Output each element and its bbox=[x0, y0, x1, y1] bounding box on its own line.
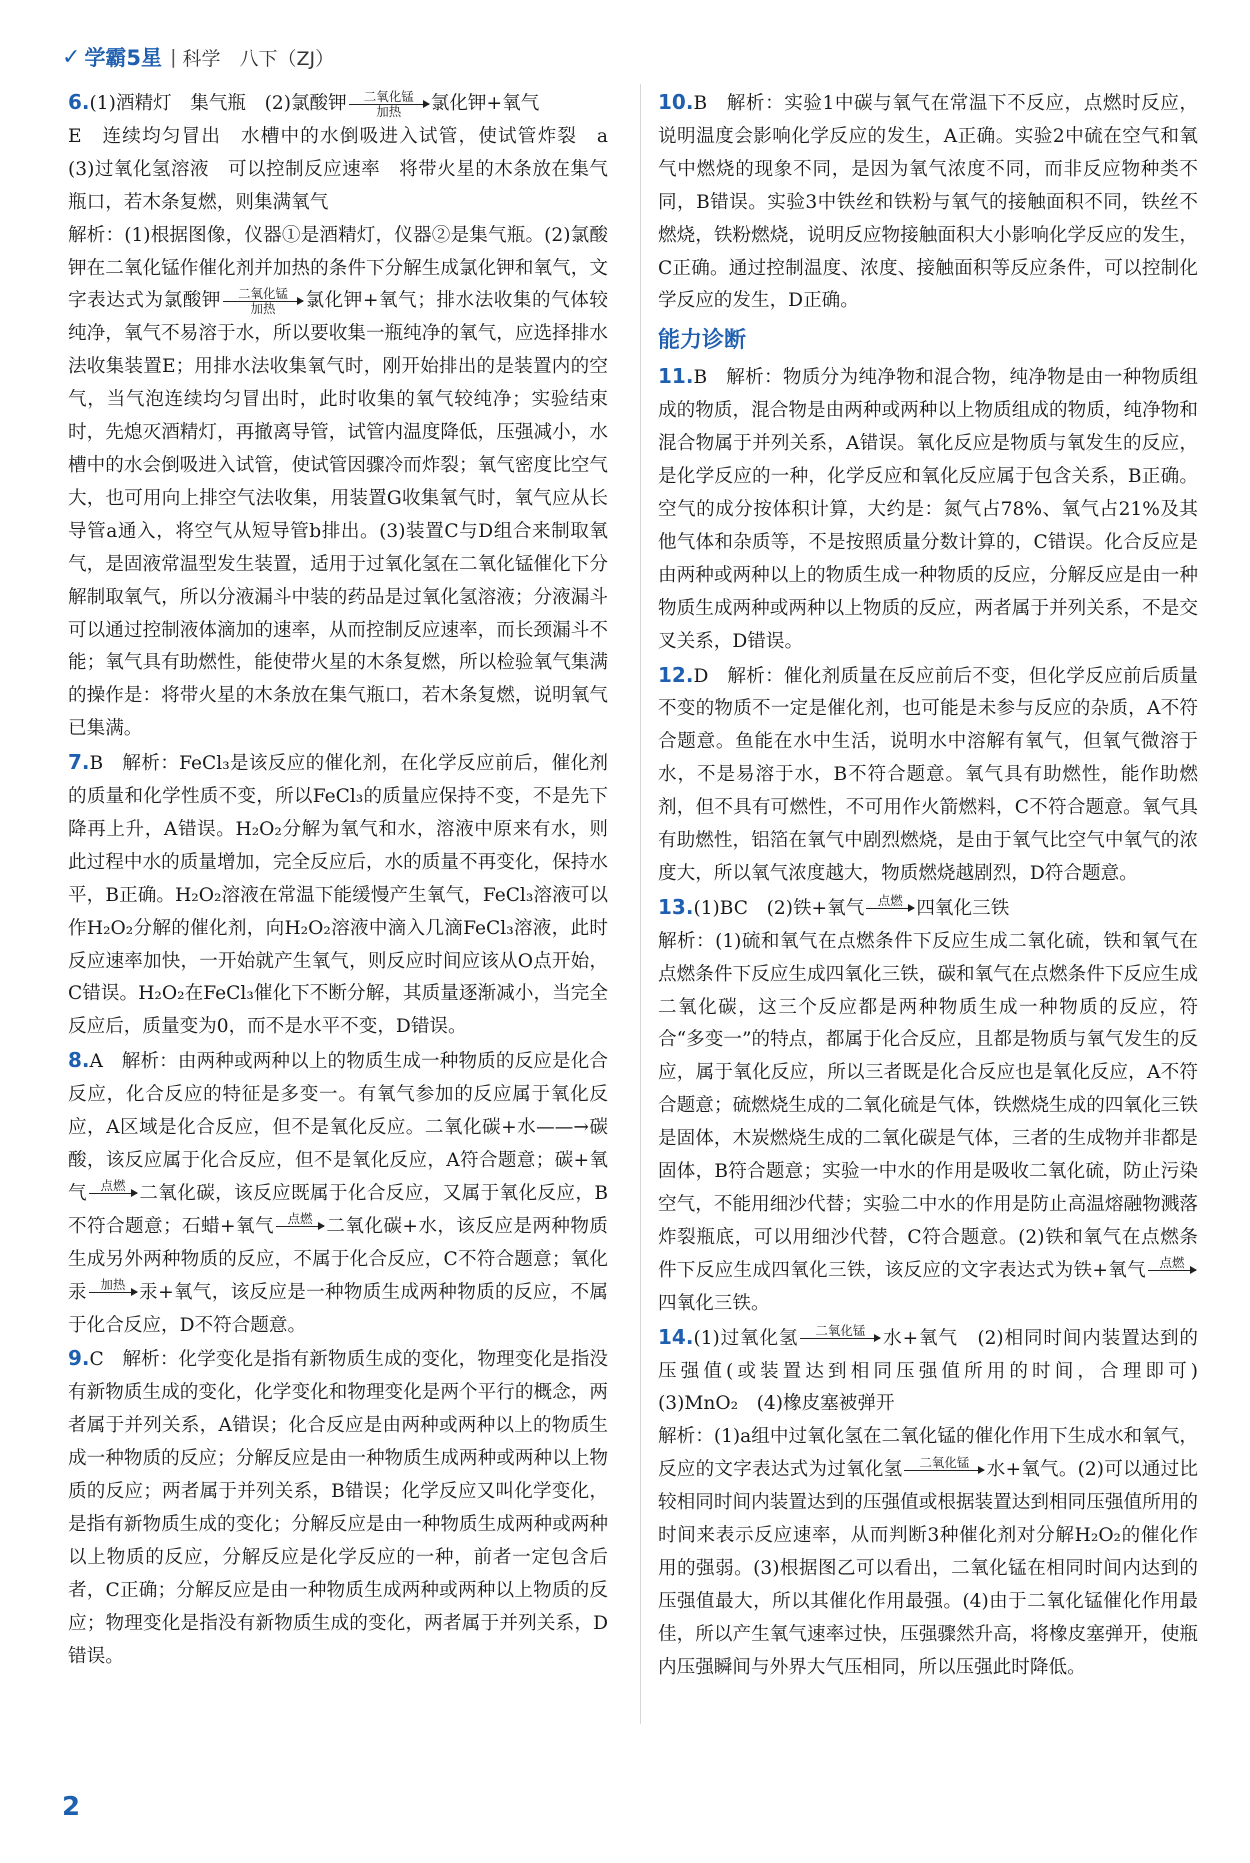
arrow-condition-top: 点燃 bbox=[100, 1178, 126, 1194]
answer-14-text-1: (1)过氧化氢 bbox=[693, 1327, 799, 1349]
reaction-arrow bbox=[276, 1212, 324, 1241]
arrow-condition-top: 二氧化锰 bbox=[815, 1323, 866, 1339]
reaction-arrow bbox=[89, 1179, 137, 1208]
answer-12-text: D 解析：催化剂质量在反应前后不变，但化学反应前后质量不变的物质不一定是催化剂，也可能是未参与反应的杂质，A不符合题意。鱼能在水中生活，说明水中溶解有氧气，但氧气微溶于水，不是易溶于水，B不符合题意。氧气具有助燃性，能作助燃剂，但不具有可燃性，不可用作火箭燃料，C不符合题意。氧气具有助燃性，铝箔在氧气中剧烈燃烧，是由于氧气比空气中氧气的浓度大，所以氧气浓度越大，物质燃烧越剧烈，D符合题意。 bbox=[658, 665, 1198, 884]
answer-14-analysis-cont: 水+氧气。(2)可以通过比较相同时间内装置达到的压强值或根据装置达到相同压强值所用的时间来表示反应速率，从而判断3种催化剂对分解H₂O₂的催化作用的强弱。(3)根据图乙可以看出，二氧化锰在相同时间内达到的压强值最大，所以其催化作用最强。(4)由于二氧化锰催化作用最佳，所以产生氧气速率过快，压强骤然升高，将橡皮塞弹开，使瓶内压强瞬间与外界大气压相同，所以压强此时降低。 bbox=[658, 1459, 1198, 1678]
page-number: 2 bbox=[62, 1792, 81, 1822]
arrow-condition-top: 点燃 bbox=[287, 1211, 313, 1227]
answer-8-text-3: 二氧化碳+水，该反应是两种物质生成另外两种物质的反应，不属于化合反应，C不符合题意；氧化汞 bbox=[68, 1215, 608, 1303]
header-separator: | bbox=[170, 46, 177, 68]
left-column bbox=[68, 86, 627, 1674]
answer-11-number: 11. bbox=[658, 364, 694, 389]
answer-11-text: B 解析：物质分为纯净物和混合物，纯净物是由一种物质组成的物质，混合物是由两种或两种以上物质组成的物质，纯净物和混合物属于并列关系，A错误。氧化反应是物质与氧发生的反应，是化学反应的一种，化学反应和氧化反应属于包含关系，B正确。空气的成分按体积计算，大约是：氮气占78%、氧气占21%及其他气体和杂质等，不是按照质量分数计算的，C错误。化合反应是由两种或两种以上的物质生成一种物质的反应，分解反应是由一种物质生成两种或两种以上物质的反应，两者属于并列关系，不是交叉关系，D错误。 bbox=[658, 367, 1198, 652]
answer-13-analysis: 解析：(1)硫和氧气在点燃条件下反应生成二氧化硫，铁和氧气在点燃条件下反应生成四氧化三铁，碳和氧气在点燃条件下反应生成二氧化碳，这三个反应都是两种物质生成一种物质的反应，符合“多变一”的特点，都属于化合反应，且都是物质与氧气发生的反应，属于氧化反应，所以三者既是化合反应也是氧化反应，A不符合题意；硫燃烧生成的二氧化硫是气体，铁燃烧生成的四氧化三铁是固体，木炭燃烧生成的二氧化碳是气体，三者的生成物并非都是固体，B符合题意；实验一中水的作用是吸收二氧化硫，防止污染空气，不能用细沙代替；实验二中水的作用是防止高温熔融物溅落炸裂瓶底，可以用细沙代替，C符合题意。(2)铁和氧气在点燃条件下反应生成四氧化三铁，该反应的文字表达式为铁+氧气 bbox=[658, 930, 1198, 1281]
answer-12-number: 12. bbox=[658, 662, 694, 687]
arrow-condition-top: 二氧化锰 bbox=[363, 88, 414, 104]
reaction-arrow bbox=[89, 1278, 137, 1307]
answer-14-number: 14. bbox=[658, 1324, 694, 1349]
answer-9-text: C 解析：化学变化是指有新物质生成的变化，物理变化是指没有新物质生成的变化，化学变化和物理变化是两个平行的概念，两者属于并列关系，A错误；化合反应是由两种或两种以上的物质生成一种物质的反应；分解反应是由一种物质生成两种或两种以上物质的反应；两者属于并列关系，B错误；化学反应又叫化学变化，是指有新物质生成的变化；分解反应是由一种物质生成两种或两种以上物质的反应，分解反应是化学反应的一种，前者一定包含后者，C正确；分解反应是由一种物质生成两种或两种以上物质的反应；物理变化是指没有新物质生成的变化，两者属于并列关系，D错误。 bbox=[68, 1349, 608, 1667]
reaction-arrow bbox=[223, 287, 303, 316]
answer-8 bbox=[68, 1044, 608, 1342]
arrow-condition-top: 二氧化锰 bbox=[919, 1454, 970, 1470]
arrow-condition-top: 点燃 bbox=[1159, 1255, 1185, 1271]
answer-13-text-1: (1)BC (2)铁+氧气 bbox=[693, 897, 865, 919]
subject-label: 科学 八下（ZJ） bbox=[182, 47, 335, 70]
reaction-arrow bbox=[1148, 1256, 1196, 1285]
answer-7-text: B 解析：FeCl₃是该反应的催化剂，在化学反应前后，催化剂的质量和化学性质不变，所以FeCl₃的质量应保持不变，不是先下降再上升，A错误。H₂O₂分解为氧气和水，溶液中原来有水，则此过程中水的质量增加，完全反应后，水的质量不再变化，保持水平，B正确。H₂O₂溶液在常温下能缓慢产生氧气，FeCl₃溶液可以作H₂O₂分解的催化剂，向H₂O₂溶液中滴入几滴FeCl₃溶液，此时反应速率加快，一开始就产生氧气，则反应时间应该从O点开始，C错误。H₂O₂在FeCl₃催化下不断分解，其质量逐渐减小，当完全反应后，质量变为0，而不是水平不变，D错误。 bbox=[68, 753, 608, 1038]
answer-14-text-2: 水+氧气 (2)相同时间内装置达到的压强值(或装置达到相同压强值所用的时间，合理即可) (3)MnO₂ (4)橡皮塞被弹开 bbox=[658, 1327, 1217, 1415]
arrow-condition-bottom: 加热 bbox=[250, 300, 276, 316]
answer-6-part-2: E 连续均匀冒出 水槽中的水倒吸进入试管，使试管炸裂 a (3)过氧化氢溶液 可以控制反应速率 将带火星的木条放在集气瓶口，若木条复燃，则集满氧气 bbox=[68, 125, 627, 213]
arrow-condition-bottom: 加热 bbox=[376, 103, 402, 119]
answer-8-number: 8. bbox=[68, 1048, 90, 1073]
answer-8-text-1: A 解析：由两种或两种以上的物质生成一种物质的反应是化合反应，化合反应的特征是多变一。有氧气参加的反应属于氧化反应，A区域是化合反应，但不是氧化反应。二氧化碳+水——→碳酸，该反应属于化合反应，但不是氧化反应，A符合题意；碳+氧气 bbox=[68, 1051, 608, 1204]
answer-6-analysis: 解析：(1)根据图像，仪器①是酒精灯，仪器②是集气瓶。(2)氯酸钾在二氧化锰作催化剂并加热的条件下分解生成氯化钾和氧气，文字表达式为氯酸钾 bbox=[68, 224, 608, 312]
column-divider bbox=[640, 84, 641, 1724]
answer-7-number: 7. bbox=[68, 750, 90, 775]
answer-13 bbox=[658, 891, 1198, 1321]
right-column bbox=[658, 86, 1217, 1685]
page-header bbox=[62, 40, 334, 74]
answer-13-analysis-cont: 四氧化三铁。 bbox=[658, 1292, 770, 1314]
answer-10-text: B 解析：实验1中碳与氧气在常温下不反应，点燃时反应，说明温度会影响化学反应的发生，A正确。实验2中硫在空气和氧气中燃烧的现象不同，是因为氧气浓度不同，而非反应物种类不同，B错误。实验3中铁丝和铁粉与氧气的接触面积不同，铁丝不燃烧，铁粉燃烧，说明反应物接触面积大小影响化学反应的发生，C正确。通过控制温度、浓度、接触面积等反应条件，可以控制化学反应的发生，D正确。 bbox=[658, 93, 1198, 312]
answer-6-part-1b: 氯化钾+氧气 bbox=[430, 93, 540, 114]
arrow-condition-top: 加热 bbox=[100, 1277, 126, 1293]
answer-6-part-1a: (1)酒精灯 集气瓶 (2)氯酸钾 bbox=[89, 93, 347, 114]
reaction-arrow bbox=[904, 1456, 984, 1485]
answer-11 bbox=[658, 360, 1198, 658]
answer-6-analysis-cont: 氯化钾+氧气；排水法收集的气体较纯净，氧气不易溶于水，所以要收集一瓶纯净的氧气，应选择排水法收集装置E；用排水法收集氧气时，刚开始排出的是装置内的空气，当气泡连续均匀冒出时，此时收集的氧气较纯净；实验结束时，先熄灭酒精灯，再撤离导管，试管内温度降低，压强减小，水槽中的水会倒吸进入试管，使试管因骤冷而炸裂；氧气密度比空气大，也可用向上排空气法收集，用装置G收集氧气时，氧气应从长导管a通入，将空气从短导管b排出。(3)装置C与D组合来制取氧气，是固液常温型发生装置，适用于过氧化氢在二氧化锰催化下分解制取氧气，所以分液漏斗中装的药品是过氧化氢溶液；分液漏斗可以通过控制液体滴加的速率，从而控制反应速率，而长颈漏斗不能；氧气具有助燃性，能使带火星的木条复燃，所以检验氧气集满的操作是：将带火星的木条放在集气瓶口，若木条复燃，说明氧气已集满。 bbox=[68, 290, 608, 740]
answer-13-number: 13. bbox=[658, 894, 694, 919]
answer-9 bbox=[68, 1342, 608, 1673]
answer-8-text-4: 汞+氧气，该反应是一种物质生成两种物质的反应，不属于化合反应，D不符合题意。 bbox=[68, 1281, 608, 1336]
answer-6-number: 6. bbox=[68, 90, 90, 114]
arrow-condition-top: 点燃 bbox=[877, 893, 903, 909]
answer-8-text-2: 二氧化碳，该反应既属于化合反应，又属于氧化反应，B不符合题意；石蜡+氧气 bbox=[68, 1182, 608, 1237]
answer-13-text-2: 四氧化三铁 bbox=[916, 897, 1010, 919]
answer-12 bbox=[658, 659, 1198, 891]
answer-9-number: 9. bbox=[68, 1346, 90, 1371]
answer-14-analysis: 解析：(1)a组中过氧化氢在二氧化锰的催化作用下生成水和氧气，反应的文字表达式为过氧化氢 bbox=[658, 1426, 1198, 1481]
brand-flag-icon: ✓ bbox=[62, 44, 81, 70]
reaction-arrow bbox=[866, 894, 914, 923]
section-title-ability: 能力诊断 bbox=[658, 328, 747, 354]
answer-14 bbox=[658, 1321, 1217, 1685]
arrow-condition-top: 二氧化锰 bbox=[237, 285, 288, 301]
brand-logo bbox=[62, 42, 162, 72]
answer-10-number: 10. bbox=[658, 90, 694, 114]
reaction-arrow bbox=[349, 90, 429, 119]
answer-10 bbox=[658, 86, 1198, 318]
answer-6 bbox=[68, 86, 627, 746]
brand-name: 学霸5星 bbox=[84, 46, 163, 70]
reaction-arrow bbox=[800, 1324, 880, 1353]
answer-7 bbox=[68, 746, 608, 1044]
